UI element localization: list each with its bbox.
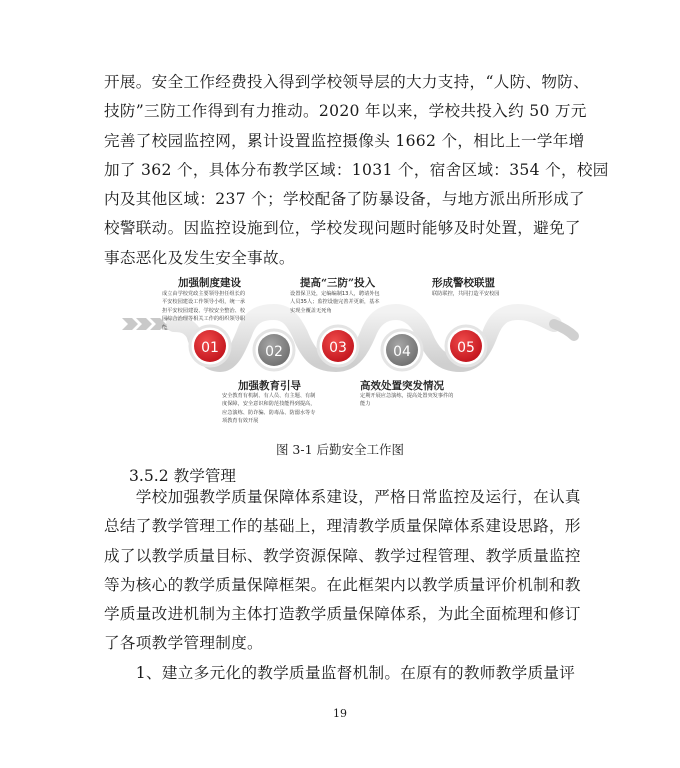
- step-desc-5: 联防联控，共同打造平安校园: [432, 291, 500, 297]
- step-desc-2: 安全教育有机制、有人员、有主题、有制度保障，安全意识和防范技能得到提高，应急演练、防诈骗、防毒品、防溺水等专项教育有效开展: [222, 393, 316, 425]
- text-line: 技防”三防工作得到有力推动。2020 年以来，学校共投入约 50 万元: [104, 102, 587, 121]
- step-number: 04: [393, 344, 411, 360]
- step-number: 01: [201, 340, 219, 356]
- section-heading: 3.5.2 教学管理: [129, 467, 237, 485]
- step-number: 05: [457, 340, 475, 356]
- step-desc-3: 设置保卫处，定编编制13人，聘请外包人员35人；监控设施完善并更新，基本实现全覆盖无死角: [290, 291, 380, 314]
- step-circle-2: [254, 330, 294, 370]
- paragraph-item-1: [104, 659, 586, 688]
- step-title-4: 高效处置突发情况: [360, 380, 444, 392]
- text-line: 事态恶化及发生安全事故。: [104, 248, 295, 267]
- page-number: 19: [333, 707, 347, 720]
- step-title-2: 加强教育引导: [238, 380, 301, 392]
- step-desc-1: 成立由学校党政主要领导担任组长的平安校园建设工作领导小组，统一承担平安校园建设、学校安全整治、校园综合治理等相关工作的组织领导职能: [162, 291, 246, 331]
- text-line: 1、建立多元化的教学质量监督机制。在原有的教师教学质量评: [104, 664, 576, 682]
- step-number: 03: [329, 340, 347, 356]
- step-title-3: 提高“三防”投入: [300, 277, 376, 289]
- text-line: 完善了校园监控网，累计设置监控摄像头 1662 个，相比上一学年增: [104, 131, 585, 150]
- paragraph-teaching: [104, 483, 586, 659]
- text-line: 总结了教学管理工作的基础上，理清教学质量保障体系建设思路，形: [104, 517, 581, 536]
- text-line: 开展。安全工作经费投入得到学校领导层的大力支持，“人防、物防、: [104, 73, 590, 91]
- step-title-1: 加强制度建设: [178, 277, 241, 289]
- text-line: 学校加强教学质量保障体系建设，严格日常监控及运行，在认真: [104, 488, 581, 506]
- ribbon-tail: [554, 324, 574, 336]
- paragraph-safety: [104, 68, 609, 273]
- step-circle-5: [446, 326, 486, 366]
- step-title-5: 形成警校联盟: [432, 277, 495, 289]
- text-line: 等为核心的教学质量保障框架。在此框架内以教学质量评价机制和教: [104, 575, 581, 594]
- text-line: 了各项教学管理制度。: [104, 634, 263, 653]
- figure-caption: 图 3-1 后勤安全工作图: [275, 442, 405, 457]
- step-circle-3: [318, 326, 358, 366]
- text-line: 学质量改进机制为主体打造教学质量保障体系，为此全面梳理和修订: [104, 605, 581, 624]
- step-number: 02: [265, 344, 283, 360]
- text-line: 内及其他区域：237 个；学校配备了防暴设备，与地方派出所形成了: [104, 190, 585, 209]
- logistics-safety-figure: [104, 268, 586, 440]
- step-circle-4: [382, 330, 422, 370]
- text-line: 加了 362 个，具体分布教学区域：1031 个，宿舍区域：354 个，校园: [104, 160, 609, 179]
- step-desc-4: 定期开展应急演练，提高处置突发事件的能力: [360, 393, 454, 408]
- text-line: 成了以教学质量目标、教学资源保障、教学过程管理、教学质量监控: [104, 546, 581, 565]
- text-line: 校警联动。因监控设施到位，学校发现问题时能够及时处置，避免了: [104, 219, 581, 238]
